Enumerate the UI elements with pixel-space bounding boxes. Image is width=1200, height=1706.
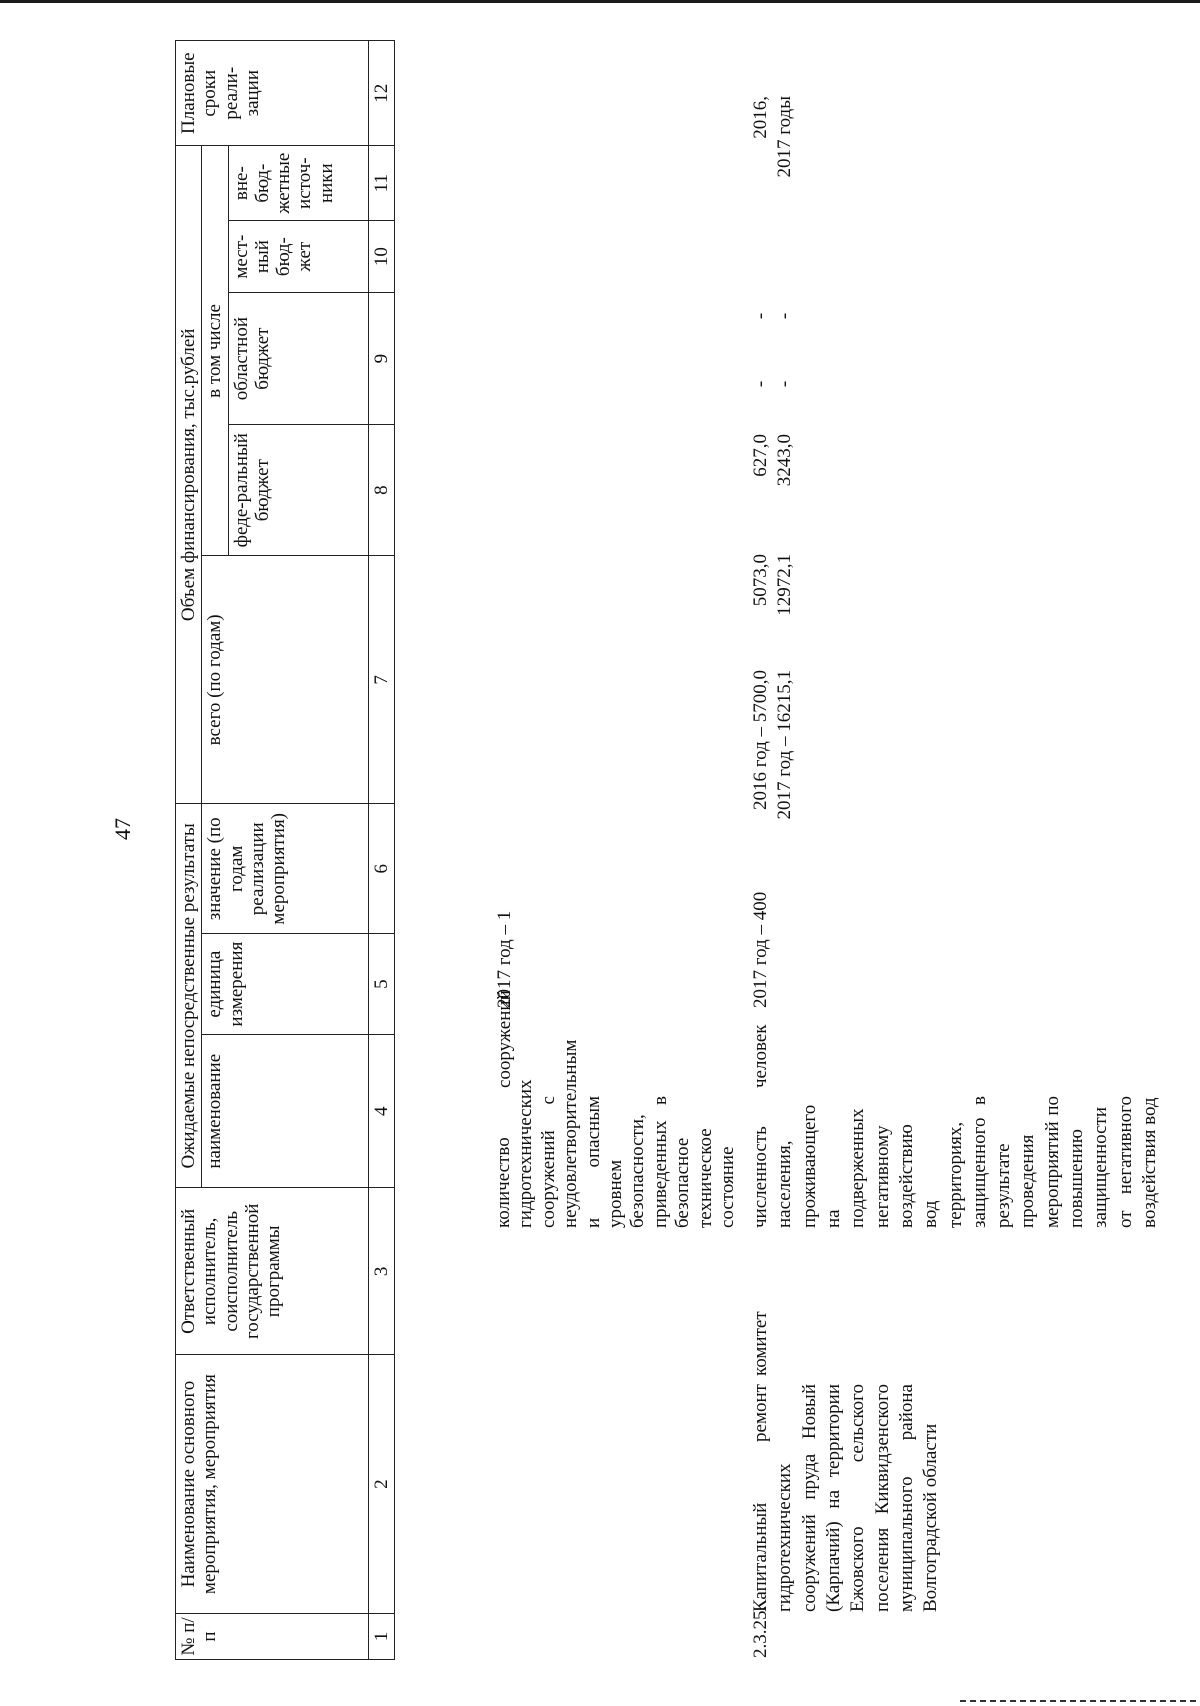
column-number: 11: [368, 146, 394, 221]
header-extra: вне-бюд-жетные источ-ники: [228, 146, 368, 221]
rotated-page-content: [175, 40, 1160, 1660]
column-number: 8: [368, 424, 394, 556]
row-extra-2017: -: [774, 312, 795, 320]
column-number: 6: [368, 804, 394, 934]
row-planned-line1: 2016,: [750, 96, 771, 139]
column-number: 3: [368, 1188, 394, 1355]
row-regional-2016: 627,0: [750, 434, 771, 477]
row-planned-line2: 2017 годы: [774, 96, 795, 178]
header-result-unit: единица измерения: [202, 934, 368, 1035]
row-result-unit: человек: [750, 1024, 771, 1088]
row-federal-2016: 5073,0: [750, 554, 771, 607]
header-expected-results: Ожидаемые непосредственные результаты: [176, 804, 202, 1188]
continuation-result-name: количество гидротехнических сооружений с неудовлетворительным и опасным уровнем безопасности, приведенных в безопасное техническое состояние: [493, 1039, 739, 1228]
header-planned: Плановые сроки реали-зации: [176, 41, 369, 146]
row-result-name: численность населения, проживающего на подверженных негативному воздействию вод территориях, защищенного в результате проведения мероприятий по повышению защищенности от негативного воздействия вод: [750, 1096, 1160, 1228]
column-number: 4: [368, 1034, 394, 1188]
row-local-2017: -: [774, 380, 795, 388]
column-number-row: [368, 41, 394, 1660]
program-table: [175, 40, 395, 1660]
column-number: 7: [368, 556, 394, 804]
header-federal: феде-ральный бюджет: [228, 424, 368, 556]
header-result-value: значение (по годам реализации мероприятия): [202, 804, 368, 934]
scan-edge-bottom: [960, 1700, 1200, 1702]
row-federal-2017: 12972,1: [774, 554, 795, 616]
header-responsible: Ответственный исполнитель, соисполнитель государственной программы: [176, 1188, 369, 1355]
header-regional: областной бюджет: [228, 293, 368, 425]
row-total-2017: 2017 год – 16215,1: [774, 670, 795, 820]
header-funding: Объем финансирования, тыс.рублей: [176, 146, 202, 804]
header-funding-incl: в том числе: [202, 146, 228, 556]
column-number: 10: [368, 220, 394, 292]
page-number: 47: [110, 818, 135, 840]
header-result-name: наименование: [202, 1034, 368, 1188]
row-extra-2016: -: [750, 312, 771, 320]
continuation-result-unit: сооружений: [494, 990, 515, 1088]
header-local: мест-ный бюд-жет: [228, 220, 368, 292]
row-result-value: 2017 год – 400: [750, 891, 771, 1008]
header-num: № п/п: [176, 1613, 369, 1659]
scan-edge-top: [0, 0, 1200, 3]
column-number: 1: [368, 1613, 394, 1659]
column-number: 12: [368, 41, 394, 146]
row-local-2016: -: [750, 380, 771, 388]
header-name: Наименование основного мероприятия, мероприятия: [176, 1355, 369, 1614]
row-name: Капитальный ремонт гидротехнических сооружений пруда Новый (Карпачий) на территории Ежовского сельского поселения Киквидзенского муниципального района Волгоградской области: [750, 1384, 942, 1612]
row-regional-2017: 3243,0: [774, 434, 795, 487]
column-number: 5: [368, 934, 394, 1035]
row-total-2016: 2016 год – 5700,0: [750, 670, 771, 810]
continuation-result-value: 2017 год – 1: [494, 910, 515, 1008]
row-responsible: комитет: [750, 1311, 771, 1376]
column-number: 2: [368, 1355, 394, 1614]
header-funding-total: всего (по годам): [202, 556, 368, 804]
row-number: 2.3.25.: [750, 1605, 771, 1658]
column-number: 9: [368, 293, 394, 425]
